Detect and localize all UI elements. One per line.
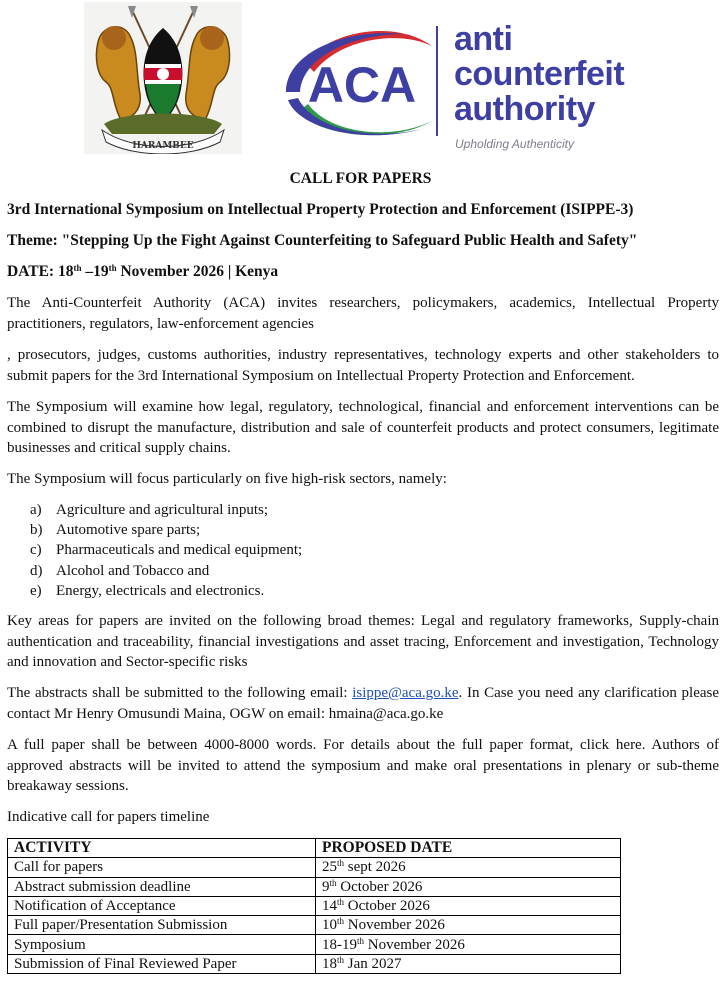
aca-logo-graphic bbox=[284, 20, 444, 142]
activity-cell: Call for papers bbox=[8, 858, 316, 877]
date-label: DATE: 18 bbox=[7, 263, 74, 280]
activity-cell: Notification of Acceptance bbox=[8, 896, 316, 915]
table-row bbox=[8, 858, 621, 877]
aca-tagline: Upholding Authenticity bbox=[455, 137, 574, 151]
email-link[interactable]: isippe@aca.go.ke bbox=[352, 685, 459, 701]
list-letter: b) bbox=[30, 522, 43, 539]
list-letter: a) bbox=[30, 502, 42, 518]
logo-word: anti bbox=[454, 20, 513, 58]
scope-paragraph: The Symposium will examine how legal, regulatory, technological, financial and enforcement interventions can be combined to disrupt the manufacture, distribution and sale of counterfeit products and protect consumers, legitimate businesses and critical supply chains. bbox=[7, 399, 719, 456]
table-row bbox=[8, 877, 621, 896]
table-header-row bbox=[8, 839, 621, 858]
sectors-intro: The Symposium will focus particularly on five high-risk sectors, namely: bbox=[7, 471, 447, 487]
timeline-table bbox=[7, 838, 621, 974]
motto-text: HARAMBEE bbox=[132, 141, 194, 151]
themes-paragraph: Key areas for papers are invited on the following broad themes: Legal and regulatory frameworks, Supply-chain authentication and traceability, financial investigations and asset tracing, Enforcement and investigation, Technology and innovation and Sector-specific risks bbox=[7, 613, 719, 670]
event-title: 3rd International Symposium on Intellectual Property Protection and Enforcement (ISIPPE-3) bbox=[7, 201, 634, 218]
aca-acronym: ACA bbox=[307, 57, 417, 113]
date-cell: 18th Jan 2027 bbox=[316, 954, 621, 973]
activity-cell: Symposium bbox=[8, 935, 316, 954]
list-text: Energy, electricals and electronics. bbox=[56, 582, 265, 599]
table-row bbox=[8, 935, 621, 954]
submission-text: The abstracts shall be submitted to the following email: bbox=[7, 685, 353, 701]
date-cell: 9th October 2026 bbox=[316, 877, 621, 896]
activity-cell: Submission of Final Reviewed Paper bbox=[8, 954, 316, 973]
sector-list bbox=[30, 500, 302, 601]
list-text: Agriculture and agricultural inputs; bbox=[56, 502, 269, 518]
list-letter: d) bbox=[30, 562, 43, 579]
submission-paragraph bbox=[7, 683, 719, 724]
intro-paragraph: The Anti-Counterfeit Authority (ACA) invites researchers, policymakers, academics, Intellectual Property practitioners, regulators, law-enforcement agencies bbox=[7, 295, 719, 332]
list-letter: c) bbox=[30, 542, 42, 559]
logo-word: authority bbox=[454, 90, 595, 128]
date-cell: 25th sept 2026 bbox=[316, 858, 621, 877]
logo-word: counterfeit bbox=[454, 55, 625, 93]
list-item bbox=[30, 581, 302, 601]
date-sup: th bbox=[108, 263, 117, 273]
aca-logo-words bbox=[454, 22, 624, 127]
kenya-coat-of-arms-image bbox=[84, 2, 242, 154]
list-item bbox=[30, 520, 302, 540]
theme-line: Theme: "Stepping Up the Fight Against Counterfeiting to Safeguard Public Health and Safety" bbox=[7, 232, 638, 249]
table-row bbox=[8, 916, 621, 935]
list-item bbox=[30, 540, 302, 560]
column-header: ACTIVITY bbox=[8, 839, 316, 858]
table-row bbox=[8, 954, 621, 973]
logo-divider bbox=[436, 26, 438, 136]
column-header: PROPOSED DATE bbox=[316, 839, 621, 858]
date-mid: –19 bbox=[81, 263, 109, 280]
list-item bbox=[30, 500, 302, 520]
date-cell: 14th October 2026 bbox=[316, 896, 621, 915]
date-rest: November 2026 | Kenya bbox=[116, 263, 279, 280]
date-sup: th bbox=[73, 263, 82, 273]
activity-cell: Full paper/Presentation Submission bbox=[8, 916, 316, 935]
date-cell: 18-19th November 2026 bbox=[316, 935, 621, 954]
list-text: Alcohol and Tobacco and bbox=[56, 562, 210, 579]
aca-logo-mark bbox=[284, 20, 444, 142]
date-line bbox=[7, 263, 278, 281]
full-paper-paragraph: A full paper shall be between 4000-8000 words. For details about the full paper format, click here. Authors of approved abstracts will be invited to attend the symposium and make oral presentations in plenary or sub-theme breakaway sessions. bbox=[7, 737, 719, 794]
activity-cell: Abstract submission deadline bbox=[8, 877, 316, 896]
list-item bbox=[30, 561, 302, 581]
contact-text: . In Case you need any clarification please contact Mr Henry Omusundi Maina, OGW on email: hmaina@aca.go.ke bbox=[7, 685, 719, 722]
table-row bbox=[8, 896, 621, 915]
list-letter: e) bbox=[30, 582, 42, 599]
list-text: Pharmaceuticals and medical equipment; bbox=[56, 542, 303, 559]
date-cell: 10th November 2026 bbox=[316, 916, 621, 935]
intro-continued-paragraph: , prosecutors, judges, customs authorities, industry representatives, technology experts and other stakeholders to submit papers for the 3rd International Symposium on Intellectual Property Protection and Enforcement. bbox=[7, 347, 719, 384]
list-text: Automotive spare parts; bbox=[56, 522, 201, 539]
call-for-papers-title: CALL FOR PAPERS bbox=[289, 170, 432, 187]
coat-of-arms-graphic bbox=[84, 2, 242, 154]
timeline-intro: Indicative call for papers timeline bbox=[7, 809, 210, 825]
